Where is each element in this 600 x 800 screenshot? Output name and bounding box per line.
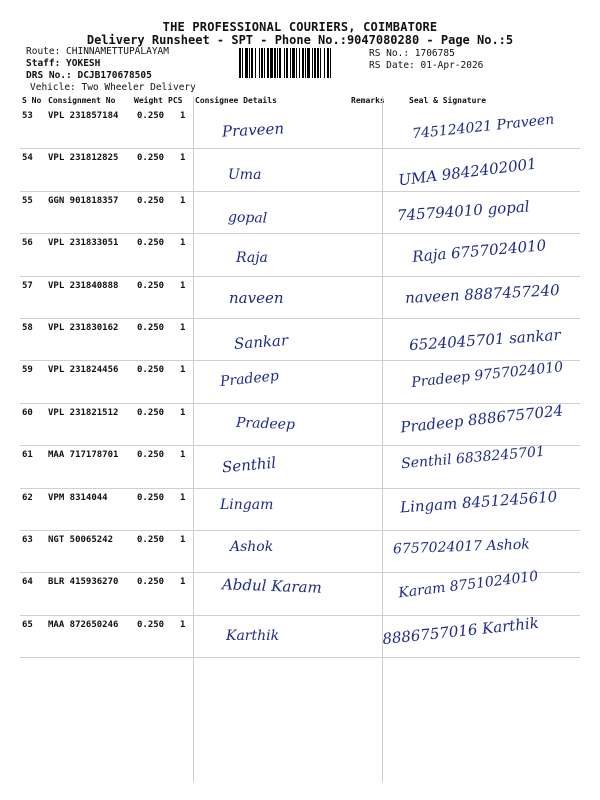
barcode-bar: [277, 48, 278, 78]
signature-handwriting: Senthil 6838245701: [400, 443, 546, 473]
barcode-bar: [274, 48, 276, 78]
consignee-handwriting: Karthik: [226, 627, 280, 644]
col-remarks: Remarks: [351, 96, 385, 105]
table-row: [0, 107, 600, 149]
table-row: [0, 277, 600, 319]
row-pcs: 1: [180, 153, 186, 164]
row-consignment: MAA 872650246: [48, 619, 119, 630]
barcode-bar: [255, 48, 256, 78]
row-sno: 59: [22, 365, 33, 376]
row-pcs: 1: [180, 365, 186, 376]
consignee-handwriting: Lingam: [220, 496, 274, 513]
barcode-bar: [327, 48, 329, 78]
signature-handwriting: Raja 6757024010: [411, 236, 547, 266]
col-pcs: PCS: [168, 96, 183, 105]
row-sno: 61: [22, 450, 33, 461]
signature-handwriting: Karam 8751024010: [397, 568, 540, 602]
barcode-bar: [314, 48, 316, 78]
barcode-bar: [251, 48, 253, 78]
row-pcs: 1: [180, 111, 186, 121]
consignee-handwriting: Praveen: [221, 119, 285, 141]
runsheet-subtitle: Delivery Runsheet - SPT - Phone No.:9047080280 - Page No.:5: [86, 33, 514, 47]
signature-handwriting: UMA 9842402001: [397, 154, 538, 190]
barcode-bar: [307, 48, 310, 78]
table-row: [0, 149, 600, 191]
row-consignment: VPL 231857184: [48, 111, 119, 121]
row-consignment: NGT 50065242: [48, 534, 114, 545]
table-row: [0, 443, 600, 488]
rs-number: RS No.: 1706785: [369, 48, 455, 59]
signature-handwriting: naveen 8887457240: [404, 280, 561, 307]
signature-handwriting: 745124021 Praveen: [411, 111, 556, 143]
row-consignment: VPL 231840888: [48, 280, 119, 291]
row-pcs: 1: [180, 577, 186, 588]
barcode-bar: [259, 48, 260, 78]
col-weight: Weight: [134, 96, 163, 105]
barcode-bar: [286, 48, 288, 78]
row-weight: 0.250: [137, 238, 165, 249]
row-sno: 55: [22, 195, 33, 206]
col-sno: S No: [22, 96, 42, 105]
row-sno: 63: [22, 534, 33, 545]
barcode-bar: [267, 48, 269, 78]
row-pcs: 1: [180, 534, 186, 545]
row-sno: 57: [22, 280, 33, 291]
row-consignment: VPL 231812825: [48, 153, 119, 164]
route-label: Route: CHINNAMETTUPALAYAM: [26, 46, 169, 57]
row-weight: 0.250: [137, 280, 165, 291]
row-weight: 0.250: [137, 450, 165, 461]
consignee-handwriting: Abdul Karam: [221, 575, 323, 598]
barcode-bar: [290, 48, 291, 78]
signature-handwriting: 6524045701 sankar: [408, 325, 562, 355]
table-row: [0, 319, 600, 361]
consignee-handwriting: naveen: [229, 288, 284, 307]
vehicle-label: Vehicle: Two Wheeler Delivery: [30, 82, 196, 93]
rs-date: RS Date: 01-Apr-2026: [369, 60, 484, 71]
runsheet-table: [0, 107, 600, 658]
row-pcs: 1: [180, 195, 186, 206]
col-seal: Seal & Signature: [409, 96, 487, 105]
row-consignment: VPL 231830162: [48, 322, 119, 333]
row-pcs: 1: [180, 322, 186, 333]
signature-handwriting: 8886757016 Karthik: [381, 613, 540, 648]
row-consignment: MAA 717178701: [48, 450, 119, 461]
consignee-handwriting: Senthil: [221, 453, 277, 477]
row-sno: 64: [22, 577, 33, 588]
signature-handwriting: 6757024017 Ashok: [392, 536, 530, 558]
row-weight: 0.250: [137, 534, 165, 545]
consignee-handwriting: Sankar: [233, 331, 289, 353]
consignee-handwriting: Uma: [228, 167, 262, 184]
staff-label: Staff: YOKESH: [26, 58, 101, 69]
row-sno: 65: [22, 619, 33, 630]
barcode-bar: [249, 48, 250, 78]
row-consignment: VPL 231821512: [48, 407, 119, 418]
barcode-bar: [330, 48, 331, 78]
row-sno: 60: [22, 407, 33, 418]
signature-handwriting: Pradeep 9757024010: [410, 359, 564, 392]
table-row: [0, 401, 600, 446]
barcode-bar: [242, 48, 243, 78]
row-weight: 0.250: [137, 365, 165, 376]
consignee-handwriting: gopal: [227, 209, 268, 227]
table-row: [0, 531, 600, 573]
consignee-handwriting: Pradeep: [235, 414, 296, 433]
col-consignment: Consignment No: [48, 96, 116, 105]
row-sno: 56: [22, 238, 33, 249]
barcode-bar: [270, 48, 273, 78]
signature-handwriting: Pradeep 8886757024: [399, 401, 564, 437]
row-consignment: VPL 231833051: [48, 238, 119, 249]
barcode-bar: [296, 48, 297, 78]
barcode-bar: [317, 48, 319, 78]
table-row: [0, 192, 600, 234]
barcode-bar: [302, 48, 304, 78]
row-weight: 0.250: [137, 195, 165, 206]
row-pcs: 1: [180, 492, 186, 503]
table-row: [0, 613, 600, 658]
row-weight: 0.250: [137, 111, 165, 121]
consignee-handwriting: Pradeep: [219, 368, 280, 391]
row-weight: 0.250: [137, 577, 165, 588]
row-consignment: BLR 415936270: [48, 577, 119, 588]
consignee-handwriting: Raja: [236, 250, 268, 267]
row-sno: 58: [22, 322, 33, 333]
row-weight: 0.250: [137, 322, 165, 333]
row-weight: 0.250: [137, 619, 165, 630]
row-consignment: VPL 231824456: [48, 365, 119, 376]
company-title: THE PROFESSIONAL COURIERS, COIMBATORE: [162, 20, 438, 34]
row-consignment: VPM 8314044: [48, 492, 108, 503]
table-row: [0, 234, 600, 276]
signature-handwriting: 745794010 gopal: [396, 197, 531, 225]
consignee-handwriting: Ashok: [230, 538, 274, 555]
col-consignee: Consignee Details: [195, 96, 277, 105]
row-pcs: 1: [180, 407, 186, 418]
row-pcs: 1: [180, 238, 186, 249]
table-row: [0, 361, 600, 403]
barcode-bar: [261, 48, 263, 78]
barcode-bar: [284, 48, 285, 78]
drs-number: DRS No.: DCJB170678505: [26, 70, 152, 81]
barcode-bar: [245, 48, 248, 78]
barcode-bar: [239, 48, 241, 78]
barcode-bar: [264, 48, 265, 78]
row-sno: 54: [22, 153, 33, 164]
row-weight: 0.250: [137, 492, 165, 503]
row-consignment: GGN 901818357: [48, 195, 119, 206]
row-sno: 62: [22, 492, 33, 503]
row-pcs: 1: [180, 280, 186, 291]
barcode-bar: [324, 48, 325, 78]
barcode-bar: [320, 48, 321, 78]
row-pcs: 1: [180, 619, 186, 630]
barcode-bar: [312, 48, 313, 78]
barcode-image: [239, 48, 364, 78]
barcode-bar: [305, 48, 306, 78]
table-row: [0, 489, 600, 531]
row-weight: 0.250: [137, 153, 165, 164]
barcode-bar: [292, 48, 295, 78]
row-pcs: 1: [180, 450, 186, 461]
table-row: [0, 568, 600, 615]
barcode-bar: [299, 48, 300, 78]
signature-handwriting: Lingam 8451245610: [399, 487, 558, 516]
row-sno: 53: [22, 111, 33, 121]
row-weight: 0.250: [137, 407, 165, 418]
barcode-bar: [279, 48, 281, 78]
